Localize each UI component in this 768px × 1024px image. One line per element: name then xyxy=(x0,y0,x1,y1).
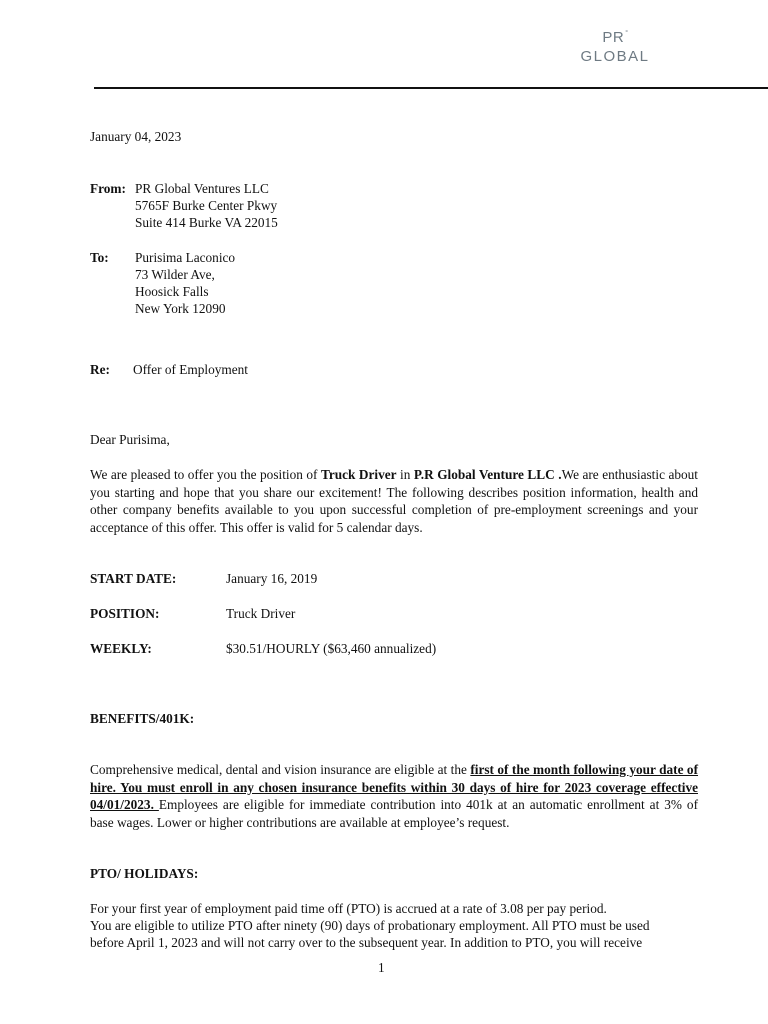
start-date-label: START DATE: xyxy=(90,571,177,586)
offer-position: Truck Driver xyxy=(320,467,397,482)
benefits-heading: BENEFITS/401K: xyxy=(90,711,195,726)
position-value: Truck Driver xyxy=(226,606,296,621)
pto-line-2: You are eligible to utilize PTO after ninety (90) days of probationary employment. All PTO must be used xyxy=(90,918,650,933)
offer-company: P.R Global Venture LLC . xyxy=(413,467,562,482)
letter-date: January 04, 2023 xyxy=(90,129,182,144)
offer-text-1: We are pleased to offer you the position of xyxy=(90,467,321,482)
start-date-value: January 16, 2019 xyxy=(226,571,318,586)
pto-line-3: before April 1, 2023 and will not carry over to the subsequent year. In addition to PTO, you will receive xyxy=(90,935,643,950)
benefits-text-1: Comprehensive medical, dental and vision insurance are eligible at the xyxy=(90,762,471,777)
benefits-text-2: Employees are eligible for immediate contribution into 401k at an automatic enrollment at 3% of base wages. Lower or higher contributions are available at employee’s request. xyxy=(90,797,698,830)
re-label: Re: xyxy=(90,362,110,377)
from-label: From: xyxy=(90,181,126,196)
to-line-2: 73 Wilder Ave, xyxy=(135,267,215,282)
weekly-value: $30.51/HOURLY ($63,460 annualized) xyxy=(226,641,437,656)
from-line-3: Suite 414 Burke VA 22015 xyxy=(135,215,278,230)
to-line-4: New York 12090 xyxy=(135,301,226,316)
benefits-emphasis: first of the month following your date of hire. You must enroll in any chosen insurance benefits within 30 days of hire for 2023 coverage effective 04/01/2023. xyxy=(90,762,699,812)
greeting: Dear Purisima, xyxy=(90,432,170,447)
logo-line-2: GLOBAL xyxy=(580,48,650,65)
offer-text-3: We are enthusiastic about you starting and hope that you share our excitement! The following describes position information, health and other company benefits available to you upon successful completion of pre-employment screenings and your acceptance of this offer. This offer is valid for 5 calendar days. xyxy=(90,467,698,535)
offer-paragraph xyxy=(90,466,698,536)
offer-text-2: in xyxy=(396,467,414,482)
logo-line-1: PR xyxy=(602,29,625,46)
to-label: To: xyxy=(90,250,109,265)
pto-heading: PTO/ HOLIDAYS: xyxy=(90,866,199,881)
page-number: 1 xyxy=(378,960,385,975)
weekly-label: WEEKLY: xyxy=(90,641,152,656)
header-rule xyxy=(94,87,768,89)
from-line-2: 5765F Burke Center Pkwy xyxy=(135,198,278,213)
pto-line-1: For your first year of employment paid time off (PTO) is accrued at a rate of 3.08 per pay period. xyxy=(90,901,607,916)
from-line-1: PR Global Ventures LLC xyxy=(135,181,269,196)
to-line-3: Hoosick Falls xyxy=(135,284,209,299)
re-subject: Offer of Employment xyxy=(133,362,248,377)
benefits-paragraph xyxy=(90,761,698,831)
to-line-1: Purisima Laconico xyxy=(135,250,236,265)
position-label: POSITION: xyxy=(90,606,160,621)
company-logo xyxy=(578,30,652,64)
logo-mark: ° xyxy=(625,30,629,37)
